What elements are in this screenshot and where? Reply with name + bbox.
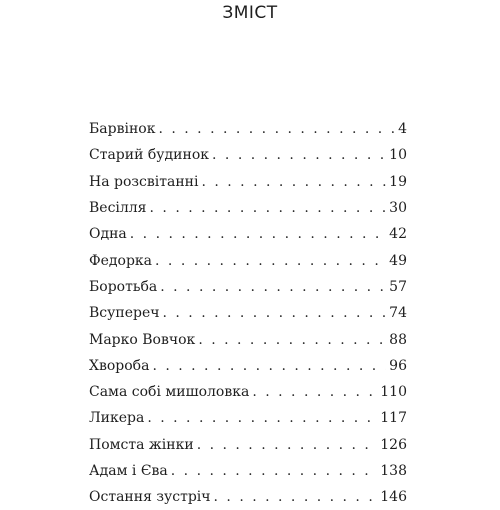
- dot-leader: [252, 384, 377, 400]
- toc-entry[interactable]: [89, 300, 407, 326]
- toc-entry-page: 117: [380, 410, 407, 427]
- dot-leader: [150, 200, 387, 216]
- toc-entry-page: 19: [389, 173, 407, 190]
- toc-entry-title: Боротьба: [89, 278, 158, 295]
- dot-leader: [198, 332, 386, 348]
- dot-leader: [163, 305, 387, 321]
- toc-entry[interactable]: [89, 195, 407, 221]
- toc-entry-title: Адам і Єва: [89, 463, 168, 479]
- toc-entry[interactable]: [89, 116, 407, 142]
- toc-entry[interactable]: [89, 247, 407, 273]
- toc-entry-page: 49: [389, 252, 407, 269]
- toc-entry-title: На розсвітанні: [89, 173, 199, 190]
- toc-entry-title: Весілля: [89, 200, 147, 217]
- toc-entry[interactable]: [89, 458, 407, 484]
- toc-entry-page: 110: [380, 384, 407, 401]
- toc-entry-title: Барвінок: [89, 121, 156, 138]
- dot-leader: [155, 253, 386, 269]
- toc-entry[interactable]: [89, 326, 407, 352]
- toc-entry[interactable]: [89, 169, 407, 195]
- toc-entry[interactable]: [89, 484, 407, 510]
- toc-entry-title: Федорка: [89, 252, 153, 269]
- toc-entry-title: Помста жінки: [89, 436, 194, 453]
- dot-leader: [212, 147, 386, 163]
- toc-entry-title: Хвороба: [89, 357, 150, 374]
- toc-entry-page: 57: [389, 278, 407, 295]
- toc-entry-title: Марко Вовчок: [89, 331, 196, 348]
- toc-entry-page: 126: [380, 436, 407, 453]
- toc-entry-title: Одна: [89, 226, 127, 243]
- toc-entry-title: Старий будинок: [89, 147, 210, 164]
- toc-entry-page: 138: [380, 463, 407, 479]
- toc-entry-title: Ликера: [89, 410, 145, 427]
- page-title: ЗМІСТ: [222, 3, 278, 23]
- dot-leader: [214, 489, 378, 505]
- toc-entry-page: 88: [389, 331, 407, 348]
- toc-entry-page: 146: [380, 489, 407, 506]
- dot-leader: [171, 463, 377, 479]
- dot-leader: [147, 410, 377, 426]
- toc-entry[interactable]: [89, 432, 407, 458]
- toc-entry[interactable]: [89, 379, 407, 405]
- toc-entry[interactable]: [89, 353, 407, 379]
- toc-entry-page: 42: [389, 226, 407, 243]
- dot-leader: [201, 174, 386, 190]
- toc-entry-title: Остання зустріч: [89, 489, 211, 506]
- dot-leader: [158, 121, 395, 137]
- toc-entry-page: 4: [398, 121, 407, 138]
- dot-leader: [160, 279, 386, 295]
- toc-entry-title: Сама собі мишоловка: [89, 384, 250, 401]
- dot-leader: [197, 437, 378, 453]
- toc-entry-page: 96: [389, 357, 407, 374]
- table-of-contents: [89, 116, 407, 510]
- dot-leader: [152, 358, 386, 374]
- toc-entry[interactable]: [89, 221, 407, 247]
- toc-entry[interactable]: [89, 142, 407, 168]
- dot-leader: [130, 226, 386, 242]
- toc-entry[interactable]: [89, 405, 407, 431]
- toc-entry-page: 74: [389, 305, 407, 322]
- toc-entry-page: 10: [389, 147, 407, 164]
- toc-entry-page: 30: [389, 200, 407, 217]
- toc-entry[interactable]: [89, 274, 407, 300]
- toc-entry-title: Всупереч: [89, 305, 160, 322]
